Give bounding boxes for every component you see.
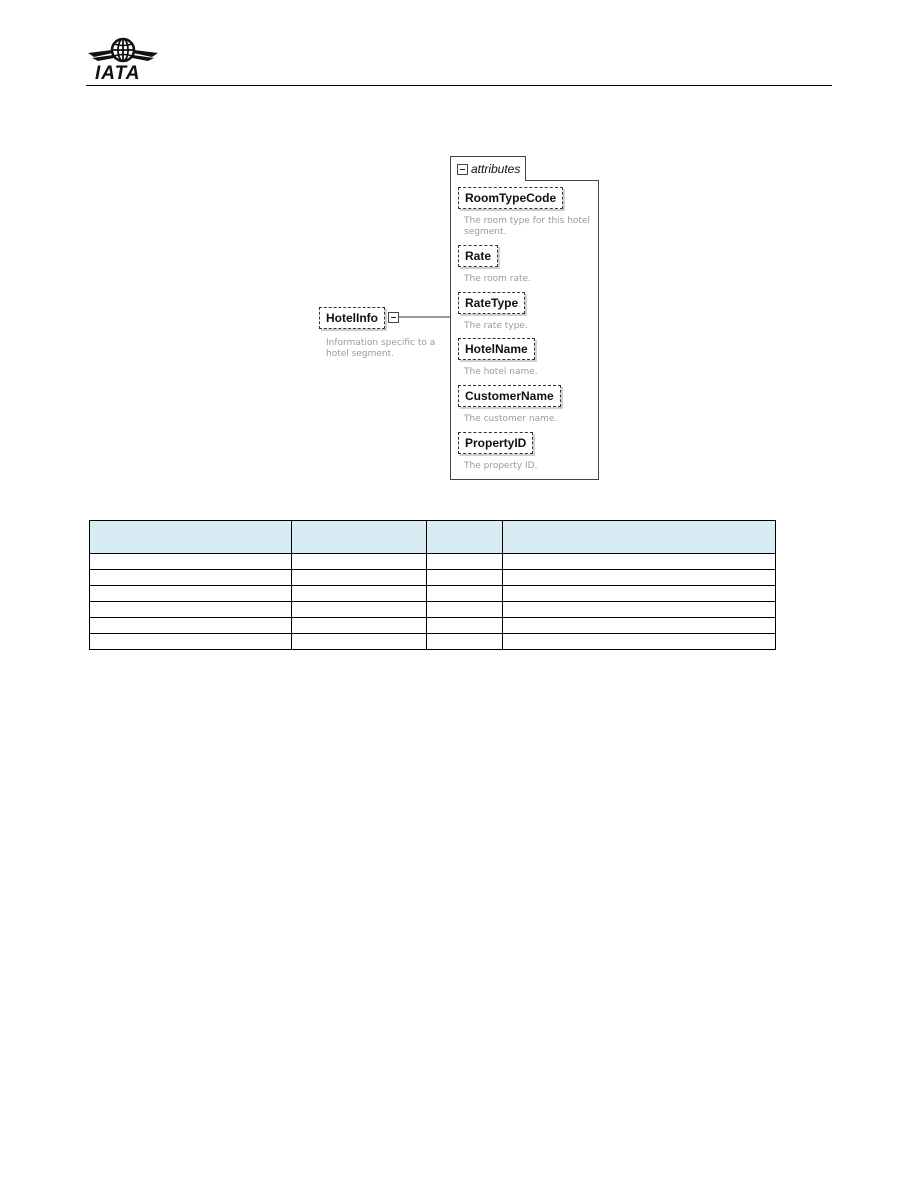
table-row — [90, 602, 776, 618]
table-cell — [90, 586, 292, 602]
table-row — [90, 634, 776, 650]
attribute-description: The rate type. — [464, 321, 528, 331]
table-cell — [427, 602, 503, 618]
table-cell — [503, 554, 776, 570]
attribute-description: The hotel name. — [464, 367, 538, 377]
attribute-node-rate[interactable] — [458, 245, 498, 267]
table-row — [90, 586, 776, 602]
table-row — [90, 570, 776, 586]
attribute-name: RateType — [465, 296, 519, 310]
table-cell — [292, 618, 427, 634]
attribute-node-hotelname[interactable] — [458, 338, 535, 360]
attribute-description: The room rate. — [464, 274, 531, 284]
root-element-description: Information specific to a hotel segment. — [326, 338, 436, 359]
attribute-description: The property ID. — [464, 461, 538, 471]
table-cell — [90, 554, 292, 570]
root-element-name: HotelInfo — [326, 311, 378, 325]
table-cell — [503, 586, 776, 602]
attributes-tab[interactable] — [450, 156, 526, 181]
attribute-name: HotelName — [465, 342, 528, 356]
page-header — [86, 36, 832, 86]
table-cell — [90, 618, 292, 634]
table-cell — [292, 634, 427, 650]
table-header-cell — [292, 521, 427, 554]
table-cell — [427, 554, 503, 570]
table-header-cell — [90, 521, 292, 554]
table-cell — [292, 602, 427, 618]
attribute-description: The customer name. — [464, 414, 558, 424]
attribute-name: CustomerName — [465, 389, 554, 403]
attribute-node-customername[interactable] — [458, 385, 561, 407]
attribute-name: Rate — [465, 249, 492, 263]
table-cell — [427, 586, 503, 602]
table-cell — [503, 618, 776, 634]
attributes-table — [89, 520, 776, 650]
table-header-cell — [427, 521, 503, 554]
iata-logo — [86, 36, 166, 86]
table-row — [90, 618, 776, 634]
collapse-icon[interactable] — [388, 312, 399, 323]
table-cell — [90, 634, 292, 650]
attribute-node-propertyid[interactable] — [458, 432, 533, 454]
collapse-icon[interactable] — [457, 164, 468, 175]
attribute-node-roomtypecode[interactable] — [458, 187, 563, 209]
table-header-row — [90, 521, 776, 554]
table-cell — [503, 634, 776, 650]
table-cell — [503, 602, 776, 618]
table-cell — [427, 618, 503, 634]
table-cell — [427, 570, 503, 586]
attribute-name: RoomTypeCode — [465, 191, 557, 205]
attributes-tab-label: attributes — [471, 162, 521, 176]
table-row — [90, 554, 776, 570]
attribute-description: The room type for this hotel segment. — [464, 216, 591, 237]
schema-diagram — [300, 150, 610, 490]
table-cell — [292, 570, 427, 586]
header-divider — [86, 85, 832, 86]
logo-text: IATA — [95, 63, 141, 84]
attribute-node-ratetype[interactable] — [458, 292, 525, 314]
table-cell — [90, 602, 292, 618]
table-header-cell — [503, 521, 776, 554]
table-cell — [503, 570, 776, 586]
attribute-name: PropertyID — [465, 436, 527, 450]
table-cell — [90, 570, 292, 586]
root-element-node[interactable] — [319, 307, 385, 329]
table-cell — [292, 586, 427, 602]
table-cell — [427, 634, 503, 650]
table-cell — [292, 554, 427, 570]
